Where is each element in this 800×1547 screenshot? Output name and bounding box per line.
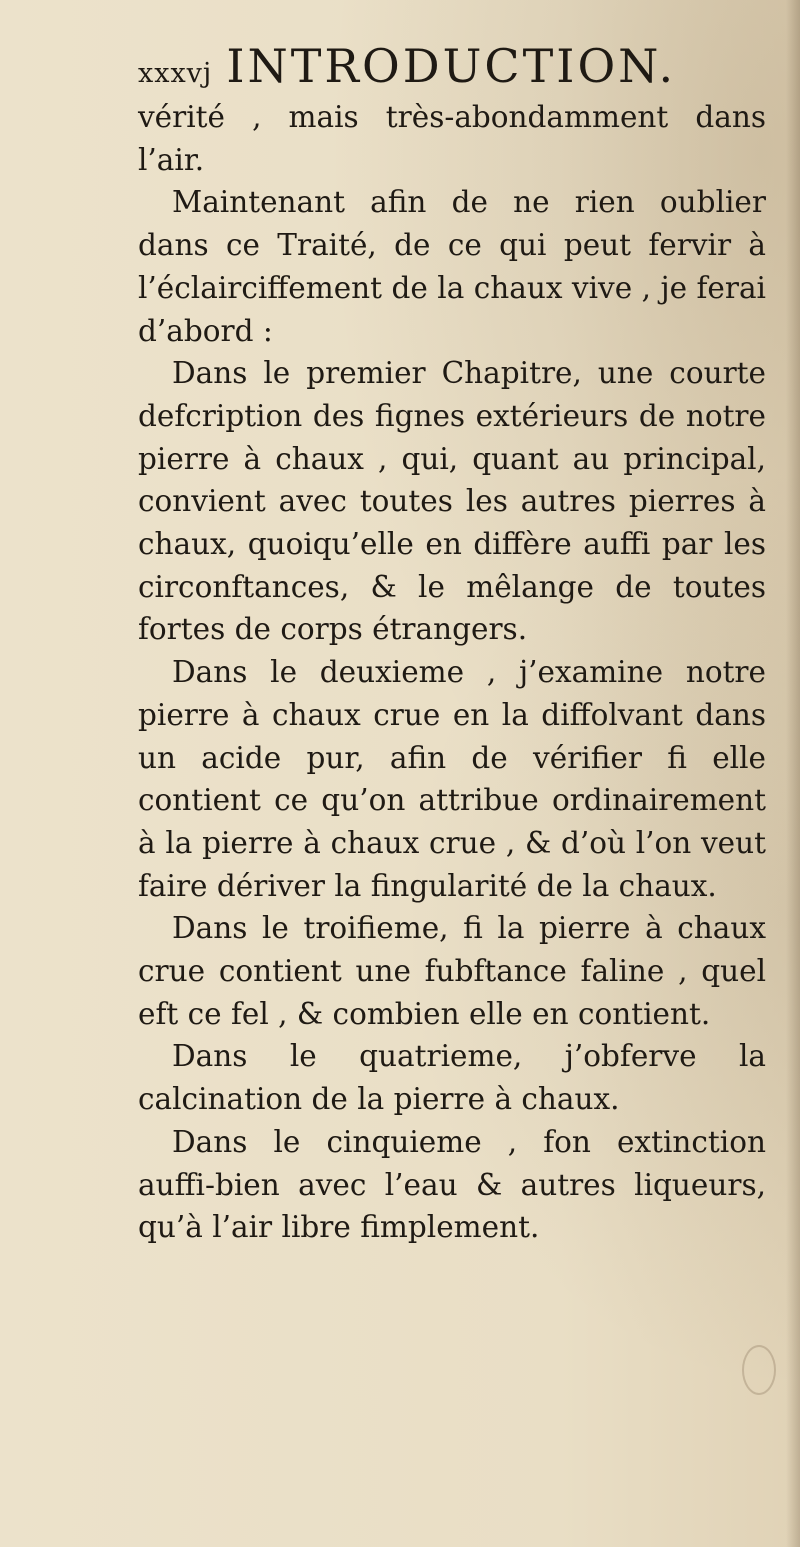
body-text: [138, 96, 766, 1249]
paragraph-3: Dans le premier Chapitre, une courte defcription des fignes extérieurs de notre pierre à chaux , qui, quant au principal, convient avec toutes les autres pierres à chaux, quoiqu’elle en diffère auffi par les circonftances, & le mêlange de toutes fortes de corps étrangers.: [138, 356, 766, 647]
stain-mark: [742, 1345, 776, 1395]
page-number: xxxvj: [138, 58, 213, 89]
paragraph-5: Dans le troifieme, fi la pierre à chaux crue contient une fubftance faline , quel eft ce fel , & combien elle en contient.: [138, 911, 766, 1031]
paragraph-2: Maintenant afin de ne rien oublier dans ce Traité, de ce qui peut fervir à l’éclairciffement de la chaux vive , je ferai d’abord :: [138, 185, 766, 348]
page-header: [138, 36, 698, 96]
paragraph-1: vérité , mais très-abondamment dans l’air.: [138, 100, 766, 177]
page-edge-shadow: [786, 0, 800, 1547]
running-title: INTRODUCTION.: [226, 39, 677, 93]
paragraph-4: Dans le deuxieme , j’examine notre pierre à chaux crue en la diffolvant dans un acide pur, afin de vérifier fi elle contient ce qu’on attribue ordinairement à la pierre à chaux crue , & d’où l’on veut faire dériver la fingularité de la chaux.: [138, 655, 766, 903]
paragraph-6: Dans le quatrieme, j’obferve la calcination de la pierre à chaux.: [138, 1039, 766, 1117]
paragraph-7: Dans le cinquieme , fon extinction auffi-bien avec l’eau & autres liqueurs, qu’à l’air libre fimplement.: [138, 1124, 766, 1245]
